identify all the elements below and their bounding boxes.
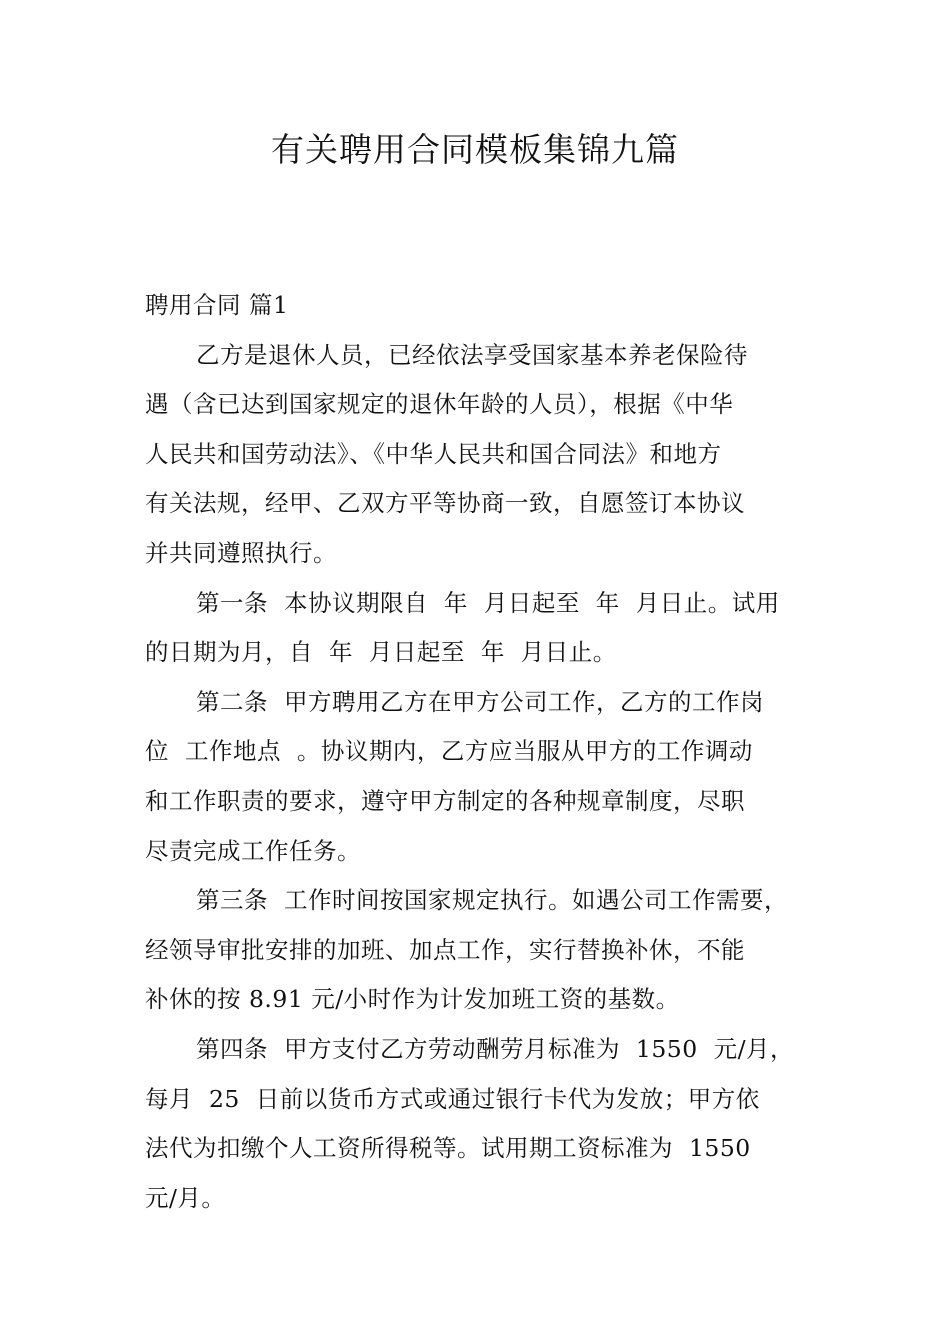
text-line: 人民共和国劳动法》、《中华人民共和国合同法》和地方 bbox=[145, 439, 722, 468]
text-line: 补休的按 8.91 元/小时作为计发加班工资的基数。 bbox=[145, 985, 680, 1014]
text-line: 第三条 工作时间按国家规定执行。如遇公司工作需要， bbox=[196, 886, 788, 915]
text-line: 的日期为月，自 年 月日起至 年 月日止。 bbox=[145, 638, 617, 667]
text-line: 尽责完成工作任务。 bbox=[145, 836, 361, 865]
paragraph-article-4 bbox=[145, 1025, 810, 1223]
text-line: 和工作职责的要求，遵守甲方制定的各种规章制度，尽职 bbox=[145, 786, 745, 815]
text-line: 位 工作地点 。协议期内，乙方应当服从甲方的工作调动 bbox=[145, 737, 753, 766]
text-line: 元/月。 bbox=[145, 1183, 226, 1212]
paragraph-article-2 bbox=[145, 678, 810, 876]
text-line: 乙方是退休人员，已经依法享受国家基本养老保险待 bbox=[196, 340, 748, 369]
paragraph-article-3 bbox=[145, 876, 810, 1025]
text-line: 有关法规，经甲、乙双方平等协商一致，自愿签订本协议 bbox=[145, 489, 745, 518]
text-line: 法代为扣缴个人工资所得税等。试用期工资标准为 1550 bbox=[145, 1134, 751, 1163]
section-heading: 聘用合同 篇1 bbox=[145, 291, 289, 319]
text-line: 每月 25 日前以货币方式或通过银行卡代为发放；甲方依 bbox=[145, 1084, 760, 1113]
document-title: 有关聘用合同模板集锦九篇 bbox=[271, 130, 679, 169]
text-line: 第二条 甲方聘用乙方在甲方公司工作，乙方的工作岗 bbox=[196, 687, 764, 716]
paragraph-article-1 bbox=[145, 579, 810, 678]
document-body bbox=[145, 281, 810, 1223]
text-line: 遇（含已达到国家规定的退休年龄的人员），根据《中华 bbox=[145, 390, 734, 419]
text-line: 第一条 本协议期限自 年 月日起至 年 月日止。试用 bbox=[196, 588, 780, 617]
text-line: 经领导审批安排的加班、加点工作，实行替换补休，不能 bbox=[145, 935, 745, 964]
text-line: 并共同遵照执行。 bbox=[145, 538, 337, 567]
paragraph-preamble bbox=[145, 331, 810, 579]
text-line: 第四条 甲方支付乙方劳动酬劳月标准为 1550 元/月， bbox=[196, 1034, 795, 1063]
